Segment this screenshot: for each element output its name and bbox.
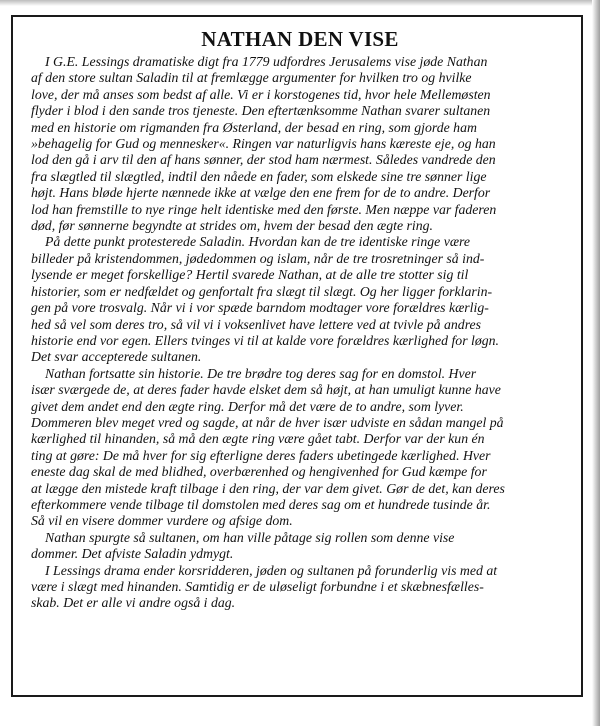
text-line: død, før sønnerne begyndte at strides om, hvem der besad den ægte ring.	[31, 218, 433, 234]
text-line: eneste dag skal de med blidhed, overbærenhed og hengivenhed for Gud kæmpe for	[31, 464, 487, 480]
scan-shadow-top	[0, 0, 600, 6]
text-line: I Lessings drama ender korsridderen, jøden og sultanen på forunderlig vis med at	[45, 562, 498, 578]
text-line: Dommeren blev meget vred og sagde, at når de hver især udviste en sådan mangel på	[31, 414, 504, 430]
text-line: skab. Det er alle vi andre også i dag.	[31, 595, 236, 611]
text-line: især sværgede de, at deres fader havde elsket dem så højt, at han umuligt kunne have	[31, 382, 501, 398]
text-line: fra slægtled til slægtled, indtil den nåede en fader, som elskede sine tre sønner lige	[31, 168, 487, 184]
text-line: gen på vore trosvalg. Når vi i vor spæde barndom modtager vore forældres kærlig-	[31, 300, 489, 316]
paragraph	[31, 234, 569, 365]
text-line: historier, som er nedfældet og genfortalt fra slægt til slægt. Og her ligger forklarin-	[31, 283, 493, 299]
text-line: at lægge den mistede kraft tilbage i den ring, der var dem givet. Gør de det, kan deres	[31, 480, 505, 496]
text-line: efterkommere vende tilbage til domstolen med deres sag om et hundrede tusinde år.	[31, 496, 491, 512]
text-line: højt. Hans bløde hjerte nænnede ikke at vælge den ene frem for de to andre. Derfor	[31, 185, 491, 201]
text-line: være i slægt med hinanden. Samtidig er de uløseligt forbundne i et skæbnesfælles-	[31, 579, 484, 594]
text-line: love, der må anses som bedst af alle. Vi er i korstogenes tid, hvor hele Mellemøsten	[31, 86, 491, 102]
paragraph	[31, 563, 569, 612]
text-line: givet dem andet end den ægte ring. Derfor må det være de to andre, som lyver.	[31, 398, 464, 414]
paragraph	[31, 54, 569, 234]
text-line: lod den gå i arv til den af hans sønner, der stod ham nærmest. Således vandrede den	[31, 152, 496, 168]
text-line: historie end vor egen. Ellers tvinges vi til at kalde vore forældres kærlighed for løgn.	[31, 332, 500, 348]
text-line: dommer. Det afviste Saladin ydmygt.	[31, 546, 234, 562]
text-line: flyder i blod i den sande tros tjeneste. Den eftertænksomme Nathan svarer sultanen	[31, 103, 491, 119]
paragraph	[31, 366, 569, 530]
text-line: Nathan spurgte så sultanen, om han ville påtage sig rollen som denne vise	[45, 529, 455, 545]
text-line: billeder på kristendommen, jødedommen og islam, når de tre trosretninger så ind-	[31, 250, 485, 266]
article-body	[31, 54, 569, 612]
text-line: Nathan fortsatte sin historie. De tre brødre tog deres sag for en domstol. Hver	[45, 365, 477, 381]
text-line: kærlighed til hinanden, så må den ægte ring være gået tabt. Derfor var der kun én	[31, 431, 485, 447]
text-line: lysende er meget forskellige? Hertil svarede Nathan, at de alle tre stotter sig til	[31, 267, 469, 283]
text-line: Så vil en visere dommer vurdere og afsige dom.	[31, 513, 293, 529]
scan-shadow-right	[592, 0, 600, 726]
paragraph	[31, 530, 569, 563]
text-line: lod han fremstille to nye ringe helt identiske med den første. Men næppe var faderen	[31, 201, 497, 217]
text-line: Det svar accepterede sultanen.	[31, 349, 202, 365]
text-line: med en historie om rigmanden fra Østerland, der besad en ring, som gjorde ham	[31, 119, 477, 135]
text-box-frame	[11, 15, 583, 697]
text-line: På dette punkt protesterede Saladin. Hvordan kan de tre identiske ringe være	[45, 234, 471, 250]
text-line: hed så vel som deres tro, så vil vi i voksenlivet have lettere ved at tvivle på andres	[31, 316, 482, 332]
text-line: I G.E. Lessings dramatiske digt fra 1779 udfordres Jerusalems vise jøde Nathan	[45, 54, 488, 69]
article-title: NATHAN DEN VISE	[201, 27, 399, 51]
text-line: ting at gøre: De må hver for sig efterligne deres faders ubetingede kærlighed. Hver	[31, 447, 491, 463]
text-line: »behagelig for Gud og mennesker«. Ringen var naturligvis hans kæreste eje, og han	[31, 136, 496, 152]
text-line: af den store sultan Saladin til at fremlægge argumenter for hvilken tro og hvilke	[31, 70, 472, 86]
